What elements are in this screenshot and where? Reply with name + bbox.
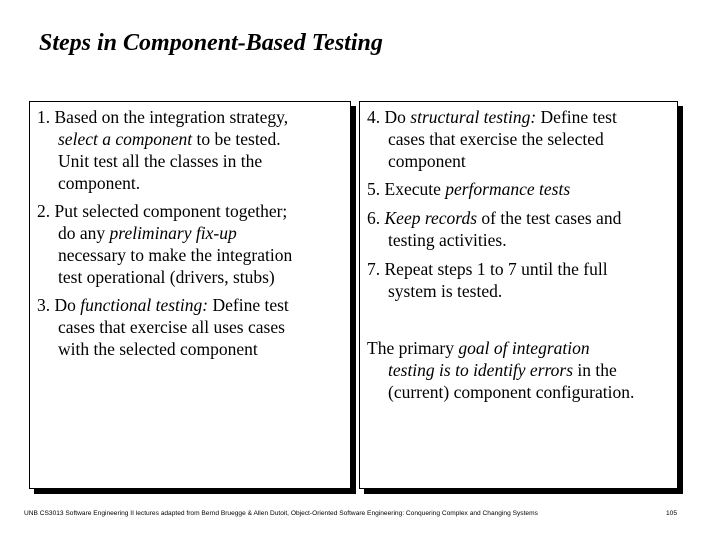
step-1 xyxy=(37,106,288,194)
step-3 xyxy=(37,294,289,360)
step-2-line: 2. Put selected component together; xyxy=(37,201,288,221)
step-6 xyxy=(367,207,621,251)
step-6-line: testing activities. xyxy=(388,230,507,250)
step-7-line: 7. Repeat steps 1 to 7 until the full xyxy=(367,259,608,279)
step-3-line: with the selected component xyxy=(58,339,258,359)
slide-title: Steps in Component-Based Testing xyxy=(39,30,383,56)
step-4-line: cases that exercise the selected xyxy=(388,129,604,149)
step-2 xyxy=(37,200,292,288)
step-5-line: 5. Execute performance tests xyxy=(367,179,571,199)
goal-line: testing is to identify errors in the xyxy=(388,360,617,380)
slide-footer: UNB CS3013 Software Engineering II lectures adapted from Bernd Bruegge & Allen Dutoit, Object-Oriented Software Engineering: Conquering Complex and Changing Systems xyxy=(24,510,538,517)
step-2-line: test operational (drivers, stubs) xyxy=(58,267,275,287)
goal-line: (current) component configuration. xyxy=(388,382,635,402)
step-1-line: 1. Based on the integration strategy, xyxy=(37,107,289,127)
goal-line: The primary goal of integration xyxy=(367,338,590,358)
right-content-panel xyxy=(359,101,678,489)
step-2-line: do any preliminary fix-up xyxy=(58,223,237,243)
step-1-line: Unit test all the classes in the xyxy=(58,151,263,171)
integration-goal xyxy=(367,337,634,403)
page-number: 105 xyxy=(666,510,678,517)
step-7-line: system is tested. xyxy=(388,281,503,301)
step-4 xyxy=(367,106,617,172)
step-4-line: component xyxy=(388,151,466,171)
step-4-line: 4. Do structural testing: Define test xyxy=(367,107,617,127)
step-7 xyxy=(367,258,608,302)
step-3-line: cases that exercise all uses cases xyxy=(58,317,285,337)
step-1-line: component. xyxy=(58,173,141,193)
step-5 xyxy=(367,178,570,200)
left-content-panel xyxy=(29,101,351,489)
step-3-line: 3. Do functional testing: Define test xyxy=(37,295,289,315)
step-2-line: necessary to make the integration xyxy=(58,245,293,265)
step-6-line: 6. Keep records of the test cases and xyxy=(367,208,622,228)
step-1-line: select a component to be tested. xyxy=(58,129,281,149)
